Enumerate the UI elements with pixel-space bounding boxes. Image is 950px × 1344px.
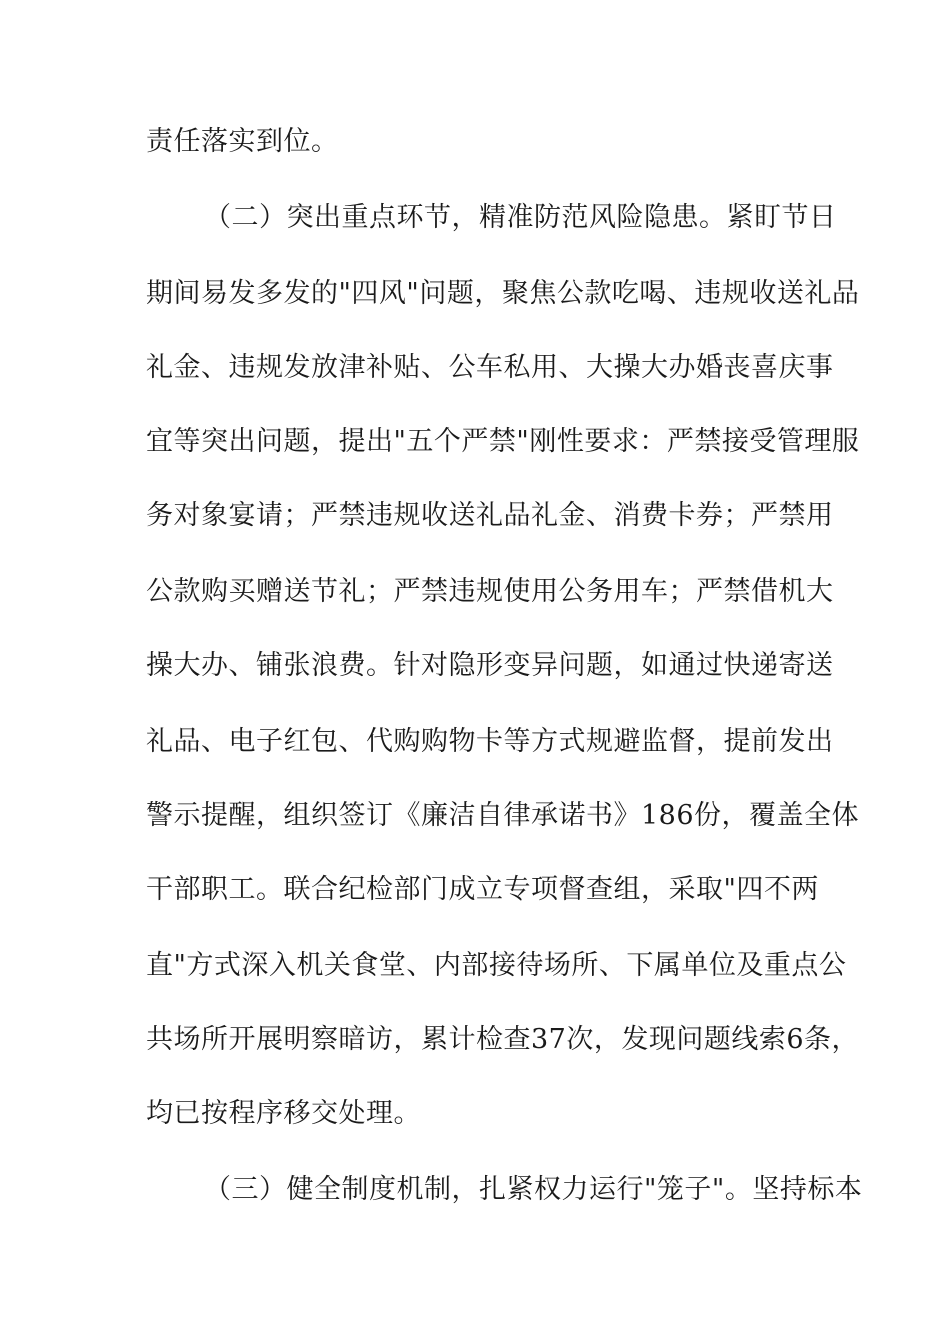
text-line: 礼品、电子红包、代购购物卡等方式规避监督，提前发出	[146, 726, 834, 757]
text-line: 责任落实到位。	[146, 126, 339, 157]
text-line: 共场所开展明察暗访，累计检查37次，发现问题线索6条，	[146, 1024, 860, 1055]
text-line: 宜等突出问题，提出"五个严禁"刚性要求：严禁接受管理服	[146, 426, 860, 457]
text-line: 均已按程序移交处理。	[146, 1098, 421, 1129]
text-line: 务对象宴请；严禁违规收送礼品礼金、消费卡券；严禁用	[146, 500, 834, 531]
section-heading-line: （二）突出重点环节，精准防范风险隐患。紧盯节日	[204, 202, 837, 233]
text-line: 干部职工。联合纪检部门成立专项督查组，采取"四不两	[146, 874, 819, 905]
section-heading-line: （三）健全制度机制，扎紧权力运行"笼子"。坚持标本	[204, 1174, 863, 1205]
text-line: 操大办、铺张浪费。针对隐形变异问题，如通过快递寄送	[146, 650, 834, 681]
text-line: 直"方式深入机关食堂、内部接待场所、下属单位及重点公	[146, 950, 847, 981]
text-line: 礼金、违规发放津补贴、公车私用、大操大办婚丧喜庆事	[146, 352, 834, 383]
text-line: 警示提醒，组织签订《廉洁自律承诺书》186份，覆盖全体	[146, 800, 860, 831]
text-line: 公款购买赠送节礼；严禁违规使用公务用车；严禁借机大	[146, 576, 834, 607]
text-line: 期间易发多发的"四风"问题，聚焦公款吃喝、违规收送礼品	[146, 278, 860, 309]
